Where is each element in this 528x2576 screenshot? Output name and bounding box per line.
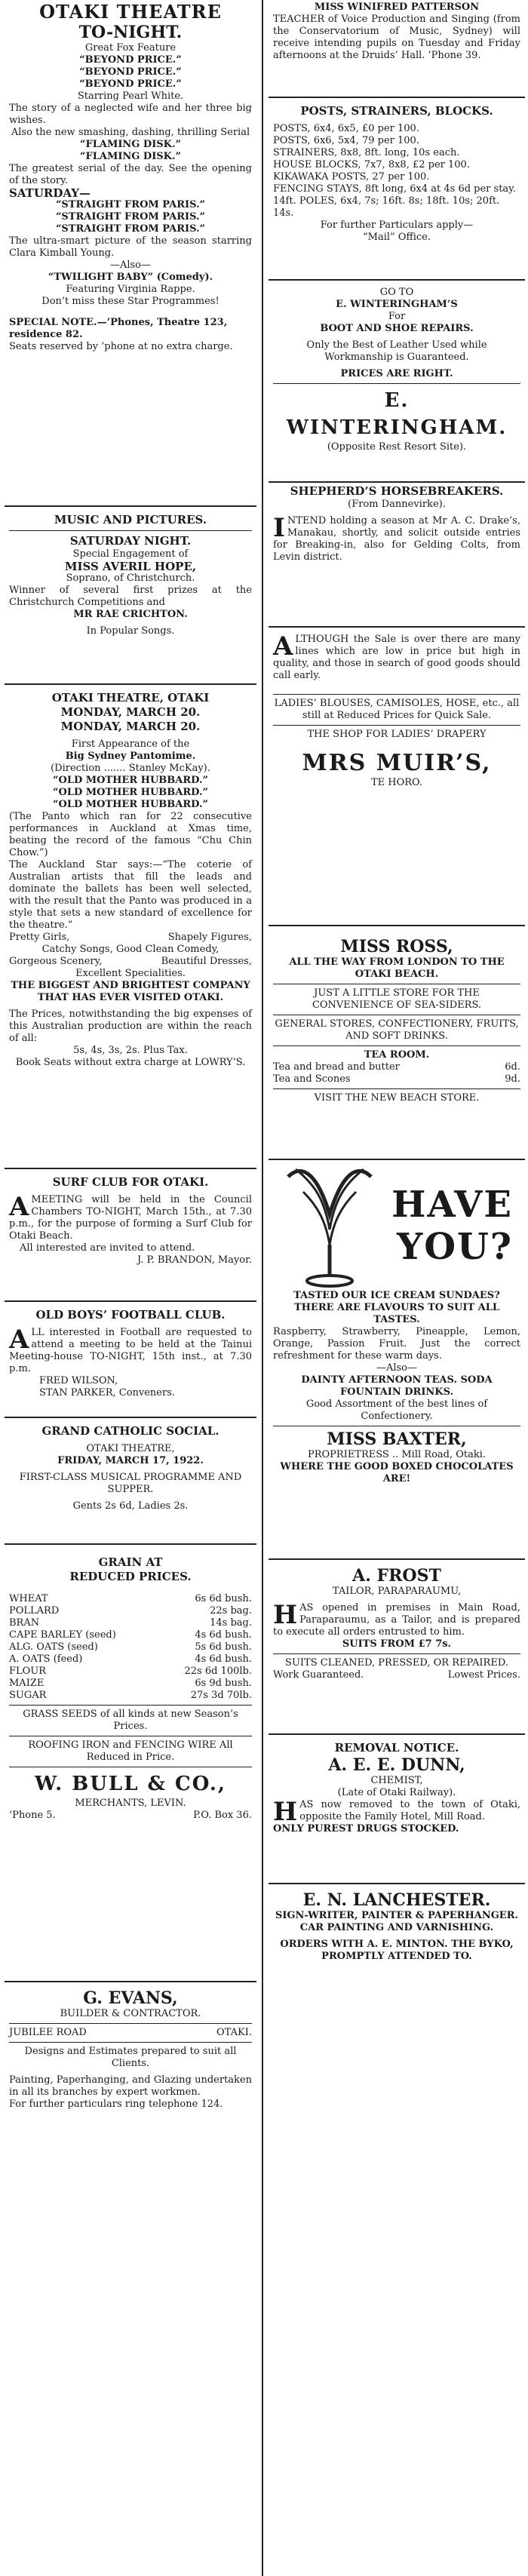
surf-club-ad: [5, 1169, 256, 1302]
theatre-title: OTAKI THEATRE: [39, 1, 222, 23]
grain-name: MAIZE: [9, 1678, 45, 1689]
surf-title: SURF CLUB FOR OTAKI.: [52, 1175, 209, 1189]
music-night: SATURDAY NIGHT.: [69, 534, 192, 548]
dunn-name: A. E. E. DUNN,: [328, 1755, 465, 1775]
posts-title: POSTS, STRAINERS, BLOCKS.: [300, 104, 493, 118]
dunn-trade: CHEMIST,: [370, 1775, 423, 1786]
drapery-name: MRS MUIR’S,: [302, 750, 492, 776]
boots-prices: PRICES ARE RIGHT.: [340, 368, 453, 379]
column-rule: [262, 0, 263, 2576]
frost-ad: [269, 1560, 525, 1735]
convener: STAN PARKER, Conveners.: [39, 1387, 176, 1399]
drapery-town: TE HORO.: [370, 777, 423, 788]
wintheringham-ad: [269, 281, 525, 483]
grain-name: FLOUR: [9, 1666, 47, 1677]
feature-intro: Great Fox Feature: [84, 42, 177, 54]
boots-for: For: [388, 311, 406, 322]
panto-company: Big Sydney Pantomime.: [65, 751, 196, 762]
engagement: Special Engagement of: [72, 548, 189, 560]
evans-designs: Designs and Estimates prepared to suit all Clients.: [24, 2046, 237, 2069]
posts-ad: [269, 98, 525, 281]
list-item: [9, 1666, 252, 1678]
baxter-name: MISS BAXTER,: [327, 1429, 467, 1449]
grain-price-list: [9, 1593, 252, 1702]
dunn-drugs: ONLY PUREST DRUGS STOCKED.: [273, 1823, 459, 1835]
music-title: MUSIC AND PICTURES.: [54, 513, 207, 527]
posts-office: “Mail” Office.: [363, 232, 431, 243]
panto-title: “OLD MOTHER HUBBARD.”: [53, 799, 208, 810]
saturday-note: The ultra-smart picture of the season starring Clara Kimball Young.: [9, 235, 252, 259]
horse-body: NTEND holding a season at Mr A. C. Drake’s, Manakau, shortly, and solicit outside entries for Breaking-in, also for Gelding Colts, from Levin district.: [273, 515, 520, 563]
horse-from: (From Dannevirke).: [348, 499, 446, 510]
saturday-title: “STRAIGHT FROM PARIS.”: [55, 223, 206, 235]
list-item: [9, 1593, 252, 1605]
catholic-title: GRAND CATHOLIC SOCIAL.: [41, 1424, 219, 1438]
posts-line: POSTS, 6x4, 6x5, £0 per 100.: [273, 123, 419, 134]
ross-name: MISS ROSS,: [340, 937, 453, 956]
dont-miss: Don’t miss these Star Programmes!: [41, 296, 219, 307]
seats-reserved: Seats reserved by ’phone at no extra charge.: [9, 341, 233, 352]
surf-body: MEETING will be held in the Council Chambers TO-NIGHT, March 15th., at 7.30 p.m., for the purpose of forming a Surf Club for Otaki Beach.: [9, 1194, 252, 1242]
drop-cap: I: [273, 513, 285, 543]
panto-prices: 5s, 4s, 3s, 2s. Plus Tax.: [73, 1045, 188, 1056]
grain-title: REDUCED PRICES.: [69, 1570, 192, 1583]
serial-title: “FLAMING DISK.”: [80, 139, 181, 150]
football-club-ad: [5, 1302, 256, 1418]
grain-name: ALG. OATS (seed): [9, 1641, 98, 1653]
dunn-notice: REMOVAL NOTICE.: [334, 1741, 459, 1755]
frost-lowest: Lowest Prices.: [447, 1669, 520, 1681]
drop-cap: A: [273, 631, 293, 662]
list-item: [9, 1641, 252, 1653]
horse-title: SHEPHERD’S HORSEBREAKERS.: [290, 484, 504, 498]
starring: Starring Pearl White.: [77, 91, 184, 102]
grain-name: A. OATS (feed): [9, 1653, 83, 1665]
panto-date: MONDAY, MARCH 20.: [60, 720, 201, 733]
saturday-title: “STRAIGHT FROM PARIS.”: [55, 211, 206, 223]
list-item: [9, 1653, 252, 1666]
right-column: [269, 0, 525, 2576]
panto-feature: Beautiful Dresses,: [161, 956, 252, 967]
story-text: The story of a neglected wife and her three big wishes.: [9, 103, 252, 126]
grain-price: 5s 6d bush.: [195, 1641, 252, 1653]
sundae-art: [273, 1162, 520, 1290]
boots-name: E. WINTERINGHAM’S: [336, 299, 458, 310]
baxter-flavours: Raspberry, Strawberry, Pineapple, Lemon, Orange, Passion Fruit. Just the correct refreshment for these warm days.: [273, 1326, 520, 1362]
grain-name: SUGAR: [9, 1690, 47, 1701]
second-singer: MR RAE CRICHTON.: [73, 609, 188, 620]
convener: FRED WILSON,: [39, 1375, 118, 1386]
baxter-dainty: DAINTY AFTERNOON TEAS. SODA FOUNTAIN DRINKS.: [301, 1374, 493, 1398]
panto-feature: Shapely Figures,: [167, 932, 252, 943]
serial-title: “FLAMING DISK.”: [80, 151, 181, 162]
grain-name: BRAN: [9, 1617, 40, 1629]
baxter-also: —Also—: [376, 1362, 418, 1374]
frost-suits: SUITS FROM £7 7s.: [342, 1638, 452, 1650]
frost-trade: TAILOR, PARAPARAUMU,: [332, 1586, 462, 1597]
boots-leather: Only the Best of Leather Used while Workmanship is Guaranteed.: [306, 339, 487, 363]
list-item: [9, 1690, 252, 1702]
ross-general: GENERAL STORES, CONFECTIONERY, FRUITS, AND SOFT DRINKS.: [275, 1018, 519, 1042]
lanchester-trade: SIGN-WRITER, PAINTER & PAPERHANGER.: [275, 1910, 519, 1921]
posts-line: 14ft. POLES, 6x4, 7s; 16ft. 8s; 18ft. 10s; 20ft. 14s.: [273, 195, 500, 219]
firm-name: W. BULL & CO.,: [35, 1773, 226, 1795]
panto-booking: Book Seats without extra charge at LOWRY’S.: [15, 1057, 246, 1068]
grain-price: 22s 6d 100lb.: [184, 1666, 252, 1677]
firm-phone: ’Phone 5.: [9, 1810, 56, 1821]
panto-run: (The Panto which ran for 22 consecutive performances in Auckland at Xmas time, beating the record of the famous “Chu Chin Chow.”): [9, 811, 252, 858]
list-item: [9, 1678, 252, 1690]
grain-price: 6s 9d bush.: [195, 1678, 252, 1689]
baxter-have: HAVE: [391, 1184, 513, 1226]
panto-review: The Auckland Star says:—“The coterie of Australian artists that fill the leads and dominate the ballets has been well selected, with the result that the Panto was produced in a style that sets a new standard of excellence for the theatre.”: [9, 859, 252, 931]
boots-goto: GO TO: [379, 287, 414, 298]
ross-store: JUST A LITTLE STORE FOR THE CONVENIENCE OF SEA-SIDERS.: [312, 987, 482, 1011]
panto-feature: Catchy Songs, Good Clean Comedy,: [41, 944, 219, 955]
singer-voice: Soprano, of Christchurch.: [66, 573, 195, 584]
tea-item: Tea and Scones: [273, 1073, 351, 1085]
drop-cap: A: [9, 1325, 29, 1355]
roofing: ROOFING IRON and FENCING WIRE All Reduced in Price.: [28, 1739, 233, 1763]
singer-winner: Winner of several first prizes at the Christchurch Competitions and: [9, 585, 252, 608]
grain-price: 4s 6d bush.: [195, 1629, 252, 1641]
ice-cream-glass-icon: [273, 1162, 386, 1290]
panto-prices-note: The Prices, notwithstanding the big expenses of this Australian production are within the reach of all:: [9, 1009, 252, 1044]
boots-what: BOOT AND SHOE REPAIRS.: [320, 323, 474, 334]
panto-first: First Appearance of the: [71, 738, 190, 750]
grain-ad: [5, 1545, 256, 1982]
grain-title: GRAIN AT: [98, 1555, 163, 1569]
songs: In Popular Songs.: [86, 625, 175, 637]
serial-note: The greatest serial of the day. See the opening of the story.: [9, 163, 252, 186]
lanchester-name: E. N. LANCHESTER.: [302, 1890, 491, 1910]
patterson-ad: [269, 0, 525, 98]
tea-item: Tea and bread and butter: [273, 1061, 400, 1073]
dunn-body: AS now removed to the town of Otaki, opposite the Family Hotel, Mill Road.: [299, 1799, 520, 1822]
evans-further: For further particulars ring telephone 124.: [9, 2099, 223, 2110]
baxter-prop: PROPRIETRESS .. Mill Road, Otaki.: [307, 1449, 487, 1460]
singer-name: MISS AVERIL HOPE,: [64, 560, 197, 573]
catholic-prices: Gents 2s 6d, Ladies 2s.: [72, 1500, 189, 1512]
catholic-programme: FIRST-CLASS MUSICAL PROGRAMME AND SUPPER.: [19, 1472, 242, 1495]
posts-line: HOUSE BLOCKS, 7x7, 8x8, £2 per 100.: [273, 159, 470, 170]
grain-price: 6s 6d bush.: [195, 1593, 252, 1604]
surf-invited: All interested are invited to attend.: [20, 1242, 195, 1254]
baxter-where: WHERE THE GOOD BOXED CHOCOLATES ARE!: [280, 1461, 514, 1485]
firm-merchants: MERCHANTS, LEVIN.: [75, 1798, 186, 1809]
evans-town: OTAKI.: [216, 2027, 252, 2038]
featuring: Featuring Virginia Rappe.: [66, 284, 195, 295]
otaki-theatre-ad: [5, 0, 256, 507]
serial-intro: Also the new smashing, dashing, thrilling Serial: [11, 127, 250, 138]
baxter-you: YOU?: [396, 1226, 513, 1268]
catholic-social-ad: [5, 1418, 256, 1545]
boots-opposite: (Opposite Rest Resort Site).: [327, 441, 467, 453]
list-item: [9, 1617, 252, 1629]
special-note: SPECIAL NOTE.—’Phones, Theatre 123, residence 82.: [9, 317, 228, 340]
panto-feature: Excellent Specialities.: [75, 968, 186, 979]
lanchester-orders: ORDERS WITH A. E. MINTON. THE BYKO, PROMPTLY ATTENDED TO.: [280, 1939, 514, 1962]
saturday-heading: SATURDAY—: [9, 186, 91, 200]
patterson-name: MISS WINIFRED PATTERSON: [314, 2, 480, 13]
panto-direction: (Direction ....... Stanley McKay).: [51, 763, 210, 774]
drop-cap: A: [9, 1192, 29, 1222]
tea-price: 6d.: [505, 1061, 520, 1073]
grain-price: 14s bag.: [210, 1617, 252, 1629]
feature-title: “BEYOND PRICE.”: [79, 78, 182, 90]
drapery-blouses: LADIES’ BLOUSES, CAMISOLES, HOSE, etc., all still at Reduced Prices for Quick Sale.: [274, 698, 520, 721]
tonight-heading: TO-NIGHT.: [78, 23, 183, 42]
panto-feature: Gorgeous Scenery,: [9, 956, 103, 967]
football-body: LL interested in Football are requested to attend a meeting to be held at the Tainui Meeting-house TO-NIGHT, 15th inst., at 7.30 p.m.: [9, 1327, 252, 1374]
list-item: [9, 1605, 252, 1617]
firm-pobox: P.O. Box 36.: [193, 1810, 252, 1821]
music-pictures-ad: [5, 507, 256, 685]
tea-price: 9d.: [505, 1073, 520, 1085]
drapery-shop: THE SHOP FOR LADIES’ DRAPERY: [307, 729, 487, 740]
also-divider: —Also—: [109, 259, 152, 271]
catholic-date: FRIDAY, MARCH 17, 1922.: [57, 1455, 204, 1466]
panto-biggest: THE BIGGEST AND BRIGHTEST COMPANY THAT HAS EVER VISITED OTAKI.: [11, 980, 250, 1003]
drop-cap: H: [273, 1600, 298, 1630]
evans-road: JUBILEE ROAD: [9, 2027, 87, 2038]
pantomime-ad: [5, 685, 256, 1169]
baxter-tasted: TASTED OUR ICE CREAM SUNDAES? THERE ARE FLAVOURS TO SUIT ALL TASTES.: [293, 1290, 500, 1325]
posts-line: STRAINERS, 8x8, 8ft. long, 10s each.: [273, 147, 460, 158]
posts-line: POSTS, 6x6, 5x4, 79 per 100.: [273, 135, 419, 146]
lanchester-ad: [269, 1884, 525, 2008]
comedy-title: “TWILIGHT BABY” (Comedy).: [48, 272, 213, 283]
feature-title: “BEYOND PRICE.”: [79, 66, 182, 78]
patterson-body: TEACHER of Voice Production and Singing (from the Conservatorium of Music, Sydney) will receive intending pupils on Tuesday and Friday afternoons at the Druids’ Hall. ’Phone 39.: [273, 14, 520, 61]
ross-visit: VISIT THE NEW BEACH STORE.: [314, 1092, 480, 1104]
left-column: [5, 0, 256, 2576]
saturday-title: “STRAIGHT FROM PARIS.”: [55, 199, 206, 210]
panto-venue: OTAKI THEATRE, OTAKI: [51, 691, 210, 705]
ross-line: ALL THE WAY FROM LONDON TO THE OTAKI BEACH.: [289, 956, 505, 980]
frost-body: AS opened in premises in Main Road, Paraparaumu, as a Tailor, and is prepared to execute all orders entrusted to him.: [273, 1602, 520, 1638]
panto-title: “OLD MOTHER HUBBARD.”: [53, 787, 208, 798]
grain-name: POLLARD: [9, 1605, 60, 1617]
football-title: OLD BOYS’ FOOTBALL CLUB.: [35, 1308, 226, 1322]
posts-apply: For further Particulars apply—: [320, 220, 474, 231]
grain-price: 22s bag.: [210, 1605, 252, 1617]
posts-line: FENCING STAYS, 8ft long, 6x4 at 4s 6d per stay.: [273, 183, 516, 195]
surf-signed: J. P. BRANDON, Mayor.: [137, 1254, 252, 1266]
panto-title: “OLD MOTHER HUBBARD.”: [53, 775, 208, 786]
panto-feature: Pretty Girls,: [9, 932, 70, 943]
catholic-venue: OTAKI THEATRE,: [86, 1443, 175, 1454]
grass-seeds: GRASS SEEDS of all kinds at new Season’s Prices.: [23, 1709, 238, 1732]
posts-line: KIKAWAKA POSTS, 27 per 100.: [273, 171, 430, 183]
grain-price: 27s 3d 70lb.: [190, 1690, 252, 1701]
drapery-ad: [269, 628, 525, 926]
drop-cap: H: [273, 1797, 298, 1827]
ross-tearoom: TEA ROOM.: [364, 1049, 430, 1061]
evans-ad: [5, 1982, 256, 2212]
dunn-ad: [269, 1735, 525, 1884]
grain-price: 4s 6d bush.: [195, 1653, 252, 1665]
evans-trade: BUILDER & CONTRACTOR.: [60, 2008, 201, 2019]
evans-name: G. EVANS,: [83, 1988, 178, 2008]
frost-work: Work Guaranteed.: [273, 1669, 364, 1681]
miss-ross-ad: [269, 926, 525, 1160]
baxter-assort: Good Assortment of the best lines of Confectionery.: [305, 1399, 488, 1422]
list-item: [9, 1629, 252, 1641]
feature-title: “BEYOND PRICE.”: [79, 54, 182, 66]
baxter-ad: [269, 1160, 525, 1560]
lanchester-car: CAR PAINTING AND VARNISHING.: [299, 1922, 494, 1933]
panto-date: MONDAY, MARCH 20.: [60, 705, 201, 719]
horsebreakers-ad: [269, 483, 525, 628]
dunn-late: (Late of Otaki Railway).: [337, 1787, 456, 1798]
boots-banner: E. WINTERINGHAM.: [286, 389, 508, 439]
drapery-body: LTHOUGH the Sale is over there are many lines which are low in price but high in quality, and those in search of good goods should call early.: [273, 634, 520, 681]
frost-cleaned: SUITS CLEANED, PRESSED, OR REPAIRED.: [285, 1657, 508, 1669]
frost-name: A. FROST: [352, 1566, 441, 1586]
grain-name: CAPE BARLEY (seed): [9, 1629, 116, 1641]
evans-painting: Painting, Paperhanging, and Glazing undertaken in all its branches by expert workmen.: [9, 2074, 252, 2098]
grain-name: WHEAT: [9, 1593, 48, 1604]
